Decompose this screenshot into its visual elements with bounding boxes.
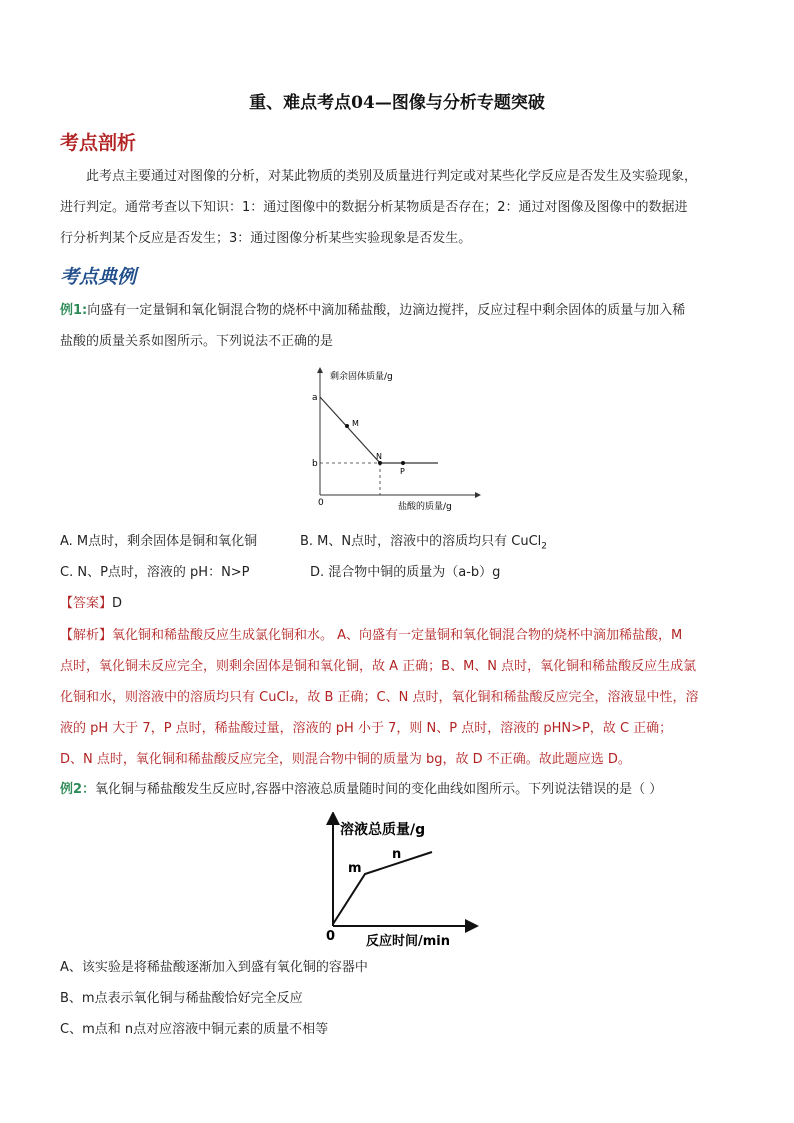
point-p [401,461,405,465]
example1-question-line: 向盛有一定量铜和氧化铜混合物的烧杯中滴加稀盐酸，边滴边搅拌，反应过程中剩余固体的质量与加入稀 [87,303,686,318]
analysis-line: 液的 pH 大于 7，P 点时，稀盐酸过量，溶液的 pH 小于 7，则 N、P 点时，溶液的 pHN>P，故 C 正确； [60,721,673,736]
y-axis-label: 剩余固体质量/g [330,372,393,382]
point-label-n: n [392,847,402,862]
origin-label: 0 [326,929,336,944]
example2-question: 例2：氧化铜与稀盐酸发生反应时,容器中溶液总质量随时间的变化曲线如图所示。下列说法错误的是（ ） [60,782,663,797]
example2-label: 例2： [60,782,96,797]
intro-paragraph [60,161,736,254]
intro-line: 行分析判某个反应是否发生；3：通过图像分析某些实验现象是否发生。 [60,231,472,246]
analysis-line: 点时，氧化铜未反应完全，则剩余固体是铜和氧化铜，故 A 正确；B、M、N 点时，氧化铜和稀盐酸反应生成氯 [60,659,697,674]
y-tick-a: a [312,393,318,403]
analysis-line: 化铜和水，则溶液中的溶质均只有 CuCl₂，故 B 正确；C、N 点时，氧化铜和稀盐酸反应完全，溶液显中性，溶 [60,690,699,705]
intro-line: 此考点主要通过对图像的分析，对某此物质的类别及质量进行判定或对某些化学反应是否发生及实验现象， [86,169,698,184]
example2-option-a: A、该实验是将稀盐酸逐渐加入到盛有氧化铜的容器中 [60,960,368,975]
intro-line: 进行判定。通常考查以下知识：1：通过图像中的数据分析某物质是否存在；2：通过对图像及图像中的数据进 [60,200,688,215]
series-line-descending [320,397,380,463]
example1-question-line: 盐酸的质量关系如图所示。下列说法不正确的是 [60,334,334,349]
example1-label: 例1: [60,303,88,318]
example2-option-b: B、m点表示氧化铜与稀盐酸恰好完全反应 [60,991,303,1006]
point-m [345,424,349,428]
section-heading-analysis: 考点剖析 [60,132,137,154]
analysis-label: 【解析】 [60,628,113,643]
point-label-n: N [376,452,382,461]
x-axis-label: 反应时间/min [366,934,451,949]
example1-question [60,295,736,357]
example1-option-b: B. M、N点时，溶液中的溶质均只有 CuCl$_2$ [300,534,547,552]
y-axis-label: 溶液总质量/g [340,822,426,838]
origin-label: 0 [318,498,324,508]
point-label-m: m [348,861,362,876]
page-title: 重、难点考点04—图像与分析专题突破 [249,93,545,113]
point-n [378,461,382,465]
example1-option-c: C. N、P点时，溶液的 pH：N>P [60,565,250,580]
example1-option-d: D. 混合物中铜的质量为（a-b）g [310,565,501,580]
analysis-line: 氧化铜和稀盐酸反应生成氯化铜和水。 A、向盛有一定量铜和氧化铜混合物的烧杯中滴加稀盐酸，M [112,628,683,643]
example1-chart [300,362,490,522]
example1-analysis [60,620,736,775]
analysis-line: D、N 点时，氧化铜和稀盐酸反应完全，则混合物中铜的质量为 bg，故 D 不正确。故此题应选 D。 [60,752,631,767]
answer-value: D [112,596,123,611]
example1-option-a: A. M点时，剩余固体是铜和氧化铜 [60,534,258,549]
example2-chart [320,812,480,952]
example1-answer [60,594,122,614]
point-label-m: M [352,419,359,428]
point-label-p: P [400,467,405,476]
answer-label: 【答案】 [60,596,113,611]
example2-option-c: C、m点和 n点对应溶液中铜元素的质量不相等 [60,1022,329,1037]
section-heading-examples: 考点典例 [60,266,137,288]
x-axis-label: 盐酸的质量/g [398,502,452,512]
y-tick-b: b [312,459,318,469]
